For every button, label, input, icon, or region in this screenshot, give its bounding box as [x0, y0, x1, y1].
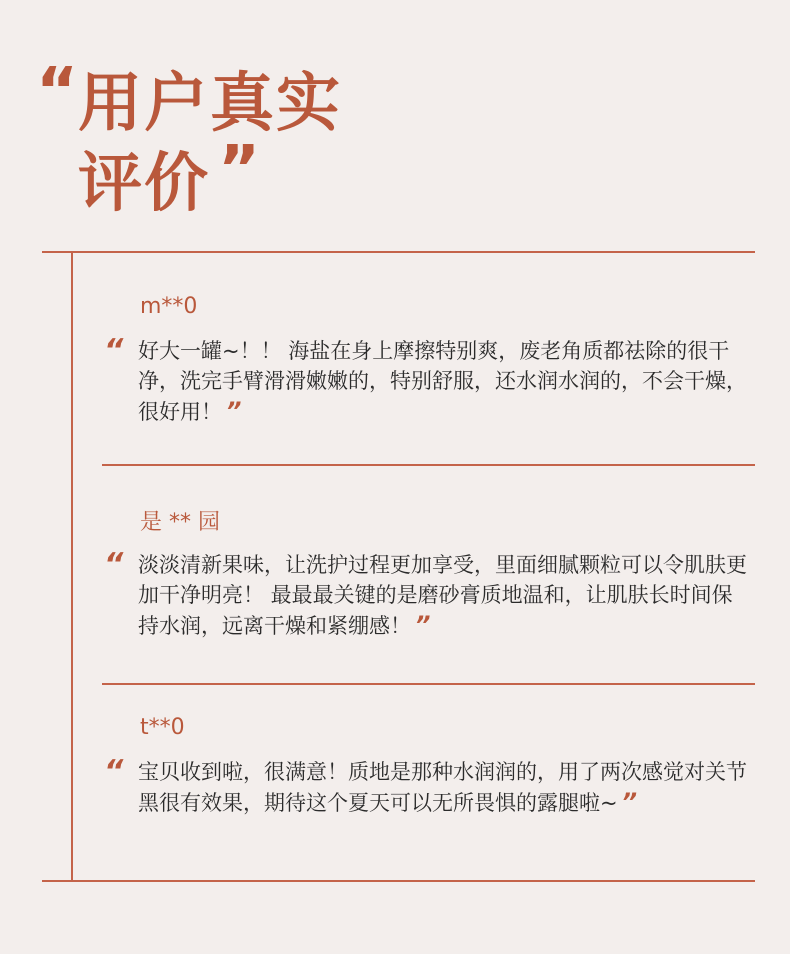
open-quote-icon: “: [104, 754, 124, 789]
reviewer-name: 是 ** 园: [140, 510, 220, 535]
reviewer-name: m**0: [140, 294, 198, 319]
page-title-line2: 评价: [78, 147, 210, 221]
title-open-quote: “: [36, 55, 79, 129]
review-text-body: 宝贝收到啦，很满意！质地是那种水润润的，用了两次感觉对关节黑很有效果，期待这个夏天可以无所畏惧的露腿啦~: [138, 760, 747, 815]
bottom-divider: [42, 880, 755, 882]
open-quote-icon: “: [104, 547, 124, 582]
review-divider-1: [102, 464, 755, 466]
vertical-divider: [71, 251, 73, 882]
review-text-body: 好大一罐~！！ 海盐在身上摩擦特别爽，废老角质都祛除的很干净，洗完手臂滑滑嫩嫩的，特别舒服，还水润水润的，不会干燥，很好用！: [138, 339, 747, 424]
review-text-body: 淡淡清新果味，让洗护过程更加享受，里面细腻颗粒可以令肌肤更加干净明亮！ 最最最关键的是磨砂膏质地温和，让肌肤长时间保持水润，远离干燥和紧绷感！: [138, 553, 747, 638]
open-quote-icon: “: [104, 333, 124, 368]
close-quote-icon: ”: [621, 788, 638, 816]
close-quote-icon: ”: [415, 611, 431, 639]
reviewer-name: t**0: [140, 715, 185, 740]
page-title-line1: 用户真实: [78, 67, 342, 141]
review-text: [138, 550, 748, 641]
top-divider: [42, 251, 755, 253]
close-quote-icon: ”: [226, 397, 242, 425]
review-text: [138, 336, 748, 427]
title-close-quote: ”: [218, 133, 261, 207]
review-divider-2: [102, 683, 755, 685]
review-text: [138, 757, 748, 818]
